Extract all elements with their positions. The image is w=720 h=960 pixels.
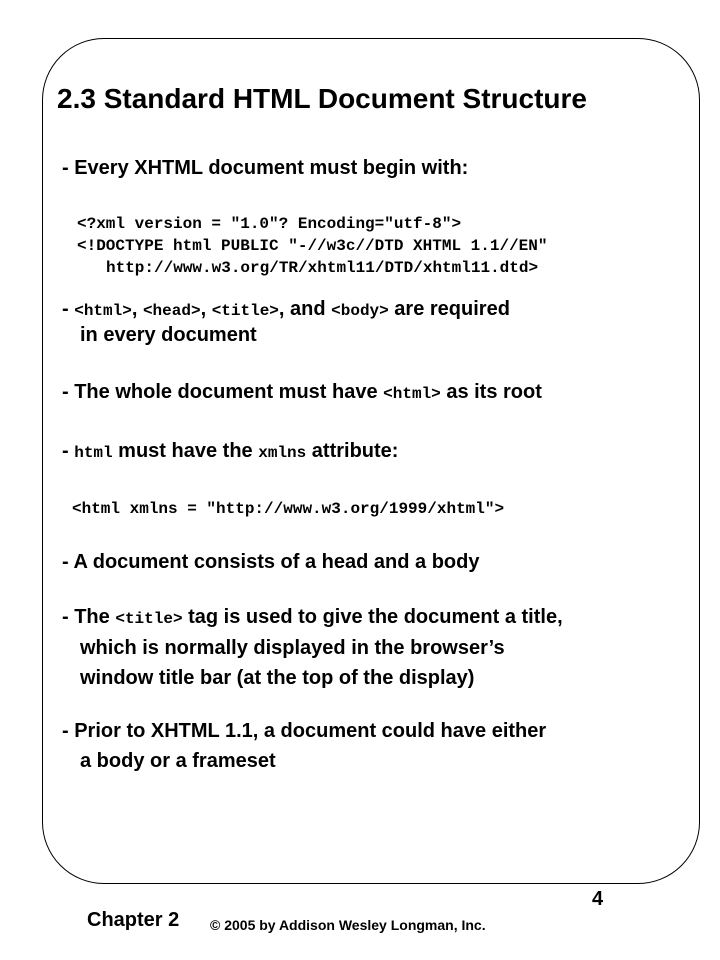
xmlns-example-code: <html xmlns = ″http://www.w3.org/1999/xhtml″> [72, 500, 505, 518]
copyright-text: © 2005 by Addison Wesley Longman, Inc. [210, 917, 486, 933]
bullet-suffix: attribute: [306, 440, 399, 462]
title-tag-code: <title> [115, 610, 183, 628]
bullet-dash: - [62, 440, 75, 462]
html-tag-code: <html> [383, 385, 441, 403]
separator: , [200, 298, 212, 320]
bullet-title-line2: which is normally displayed in the browser’s [80, 637, 505, 659]
xmlns-code: xmlns [258, 444, 307, 462]
bullet-suffix: as its root [440, 381, 542, 403]
bullet-suffix: tag is used to give the document a title, [182, 606, 563, 628]
body-tag-code: <body> [331, 302, 389, 320]
bullet-root [62, 381, 542, 404]
head-tag-code: <head> [142, 302, 201, 320]
bullet-title [62, 606, 563, 629]
bullet-middle: must have the [112, 440, 259, 462]
html-code: html [74, 444, 113, 462]
bullet-suffix: are required [388, 298, 510, 320]
bullet-dash: - [62, 298, 75, 320]
bullet-required-line2: in every document [80, 324, 257, 346]
code-line-1: <?xml version = ″1.0″? Encoding=″utf-8″> [77, 215, 462, 233]
page-number: 4 [592, 888, 604, 910]
bullet-head-body: - A document consists of a head and a body [62, 551, 480, 573]
code-line-3: http://www.w3.org/TR/xhtml11/DTD/xhtml11.dtd> [106, 259, 539, 277]
intro-text: - Every XHTML document must begin with: [62, 157, 469, 179]
bullet-prefix: - The [62, 606, 116, 628]
code-line-2: <!DOCTYPE html PUBLIC ″-//w3c//DTD XHTML 1.1//EN″ [77, 237, 548, 255]
title-tag-code: <title> [211, 302, 279, 320]
separator: , and [278, 298, 332, 320]
html-tag-code: <html> [74, 302, 132, 320]
bullet-frameset-line2: a body or a frameset [80, 750, 276, 772]
bullet-xmlns [62, 440, 398, 463]
chapter-label: Chapter 2 [87, 909, 180, 931]
slide-title: 2.3 Standard HTML Document Structure [57, 83, 588, 114]
bullet-required [62, 298, 510, 321]
bullet-prefix: - The whole document must have [62, 381, 384, 403]
separator: , [131, 298, 143, 320]
bullet-title-line3: window title bar (at the top of the display) [80, 667, 475, 689]
bullet-frameset: - Prior to XHTML 1.1, a document could have either [62, 720, 547, 742]
